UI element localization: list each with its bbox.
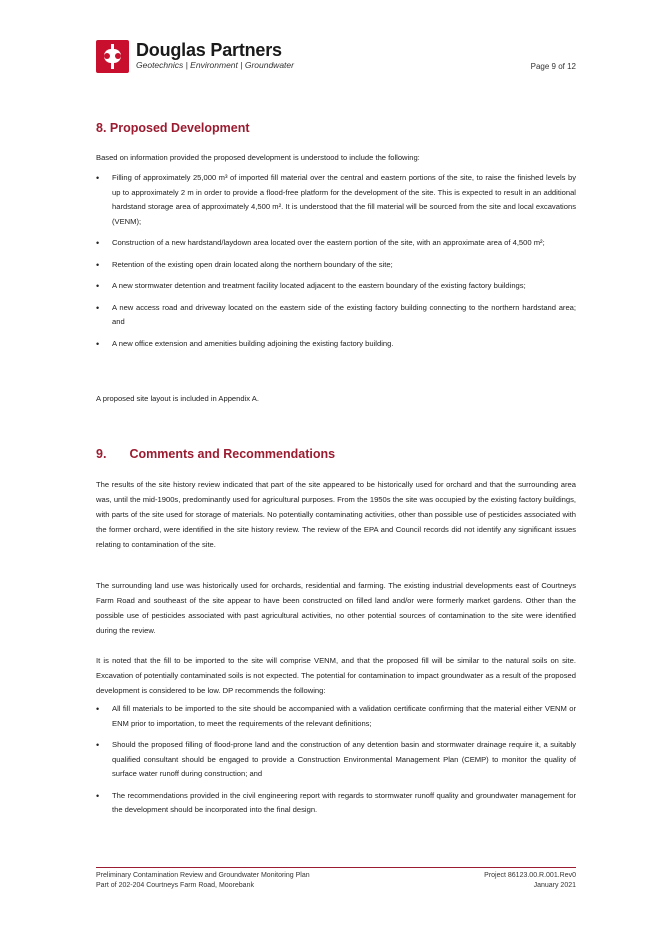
douglas-partners-logo-icon — [96, 40, 129, 73]
section-9-paragraph-2: The surrounding land use was historically used for orchards, residential and farming. The existing industrial developments east of Courtneys Farm Road and southeast of the site appear to have been constructed on filled land and/or were formerly market gardens. Other than the possible use of pesticides associated with past agricultural activities, no other potential sources of contamination to the site were identified during the review. — [96, 581, 576, 635]
footer-date: January 2021 — [533, 881, 576, 889]
list-item: • Filling of approximately 25,000 m³ of imported fill material over the central and eastern portions of the site, to raise the finished levels by up to approximately 2 m in order to provide a flood-free platform for the development of the site. This is expected to result in an additional hardstand storage area of approximately 4,500 m². It is understood that the fill material will be sourced from the site and local excavations (VENM); — [96, 171, 576, 229]
section-8-bullet-list — [96, 171, 576, 358]
section-8-outro: A proposed site layout is included in Appendix A. — [96, 394, 259, 403]
section-8-number: 8. — [96, 121, 107, 135]
footer-report-title: Preliminary Contamination Review and Groundwater Monitoring Plan — [96, 872, 310, 879]
footer-site-address: Part of 202-204 Courtneys Farm Road, Moorebank — [96, 881, 254, 889]
section-9-bullet-list — [96, 702, 576, 825]
section-8-intro: Based on information provided the proposed development is understood to include the following: — [96, 153, 420, 162]
list-item: • All fill materials to be imported to the site should be accompanied with a validation certificate confirming that the material either VENM or ENM prior to importation, to meet the requirements of the relevant definitions; — [96, 702, 576, 731]
section-8-title: Proposed Development — [109, 121, 250, 135]
section-8-heading — [96, 121, 250, 135]
section-9-paragraph-3: It is noted that the fill to be imported to the site will comprise VENM, and that the proposed fill will be similar to the natural soils on site. Excavation of potentially contaminated soils is not expected. The potential for contamination to impact groundwater as a result of the proposed development is considered to be low. DP recommends the following: — [96, 656, 576, 695]
list-item: • A new office extension and amenities building adjoining the existing factory building. — [96, 337, 576, 352]
page-header — [96, 40, 576, 74]
footer-divider — [96, 867, 576, 868]
list-item: • A new stormwater detention and treatment facility located adjacent to the eastern boundary of the existing factory buildings; — [96, 279, 576, 294]
company-tagline: Geotechnics | Environment | Groundwater — [136, 60, 294, 70]
list-item: • A new access road and driveway located on the eastern side of the existing factory building connecting to the northern hardstand area; and — [96, 301, 576, 330]
section-9-heading — [96, 447, 335, 461]
list-item: • Construction of a new hardstand/laydown area located over the eastern portion of the site, with an approximate area of 4,500 m²; — [96, 236, 576, 251]
section-9-number: 9. — [96, 447, 107, 461]
list-item: • The recommendations provided in the civil engineering report with regards to stormwater runoff quality and groundwater management for the development should be incorporated into the final design. — [96, 789, 576, 818]
page-number: Page 9 of 12 — [530, 62, 576, 71]
list-item: • Retention of the existing open drain located along the northern boundary of the site; — [96, 258, 576, 273]
footer-project-number: Project 86123.00.R.001.Rev0 — [484, 872, 576, 879]
company-name: Douglas Partners — [136, 40, 282, 60]
section-9-paragraph-1: The results of the site history review indicated that part of the site appeared to be historically used for orchard and that the surrounding area was, until the mid-1900s, predominantly used for agricultural purposes. From the 1950s the site was occupied by the existing factory buildings, with parts of the site used for storage of materials. No potentially contaminating activities, other than possible use of pesticides associated with the former orchard, were identified in the site history review. The review of the EPA and Council records did not identify any significant issues relating to contamination of the site. — [96, 480, 576, 549]
section-9-title: Comments and Recommendations — [129, 447, 336, 461]
list-item: • Should the proposed filling of flood-prone land and the construction of any detention basin and stormwater drainage require it, a suitably qualified consultant should be engaged to provide a Construction Environmental Management Plan (CEMP) to monitor the quality of surface water runoff during construction; and — [96, 738, 576, 782]
